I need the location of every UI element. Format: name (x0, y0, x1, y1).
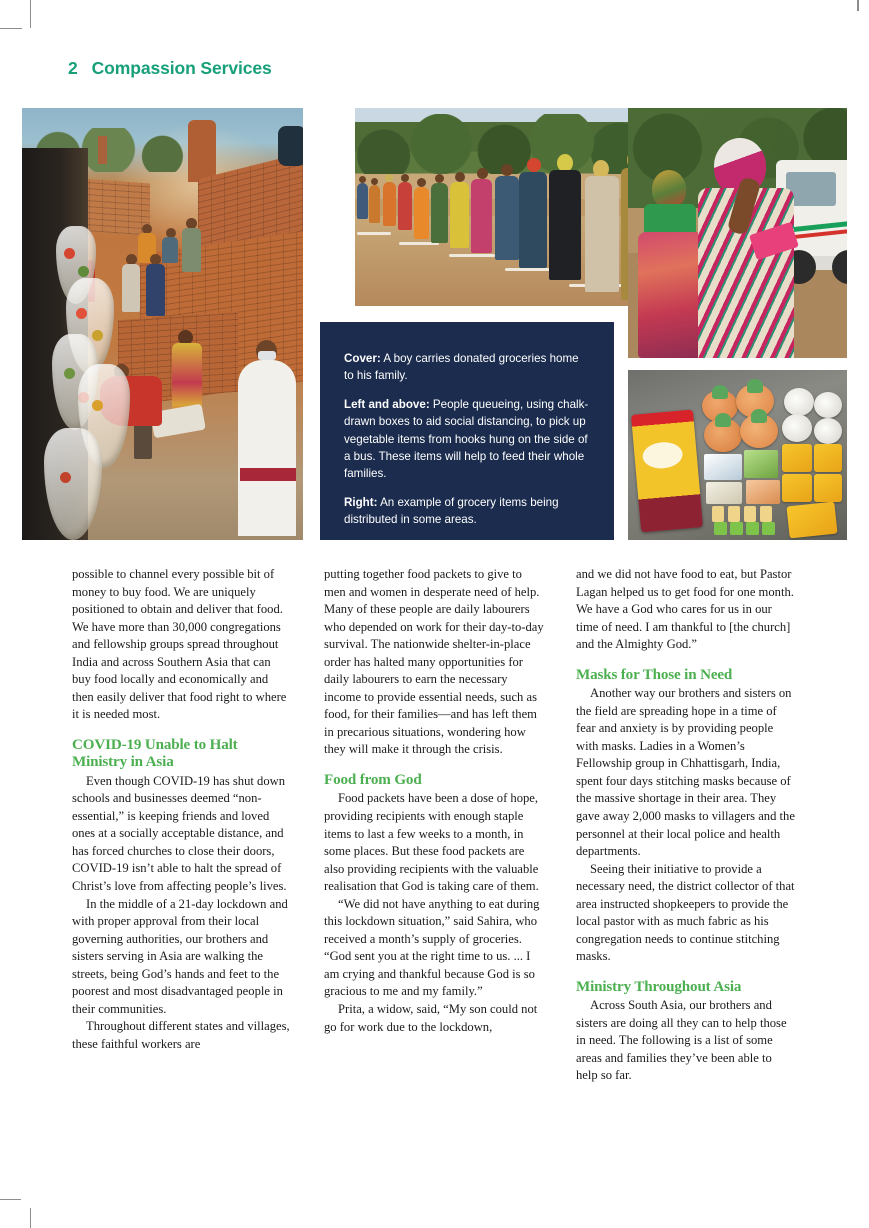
caption-paragraph (344, 494, 590, 529)
body-paragraph: In the middle of a 21-day lockdown and with proper approval from their local governing authorities, our brothers and sisters serving in Asia are walking the streets, being God’s hands and feet to the poorest and most disadvantaged people in their communities. (72, 896, 288, 1016)
photo-groceries (628, 370, 847, 540)
body-paragraph: putting together food packets to give to men and women in desperate need of help. Many of these people are daily labourers who depended on work for their day-to-day survival. The nationwide shelter-in-place order has halted many opportunities for daily labourers to earn the necessary income to provide essential needs, such as food, for their families—and has left them in precarious situations, wondering how they will make it through the crisis. (324, 567, 544, 757)
photo-brick-kiln (22, 108, 303, 540)
photo-kiln-chimney (188, 120, 216, 182)
photo-small-item (712, 506, 724, 522)
photo-small-item (746, 522, 759, 535)
column-1 (72, 566, 292, 1085)
body-paragraph: Food packets have been a dose of hope, providing recipients with enough staple items to last a few weeks to a month, in some places. But these food packets are also providing recipients with the valuable realisation that God is taking care of them. (324, 791, 539, 894)
caption-label: Right: (344, 495, 378, 509)
photo-bundle-white (784, 388, 814, 416)
photo-bundle (740, 414, 778, 448)
page-number: 2 (68, 58, 78, 78)
crop-mark-top-right-vertical (857, 0, 859, 11)
crop-mark-top-left-vertical (30, 0, 31, 28)
photo-bundle (704, 418, 742, 452)
photo-queue (355, 108, 642, 306)
article-body (72, 566, 797, 1085)
photo-sachet (704, 454, 742, 480)
photo-kiln-chimney-small (98, 136, 107, 164)
section-subheading: COVID-19 Unable to Halt Ministry in Asia (72, 736, 238, 771)
body-paragraph: and we did not have food to eat, but Pastor Lagan helped us to get food for one month. We have a God who cares for us in our time of need. I am thankful to [the church] and the Almighty God.” (576, 567, 794, 652)
photo-women-with-van (628, 108, 847, 358)
caption-paragraph (344, 396, 590, 483)
photo-oil-packet (786, 502, 837, 539)
photo-bundle-white (782, 414, 812, 442)
photo-sachet (706, 482, 742, 504)
body-paragraph: Across South Asia, our brothers and sisters are doing all they can to help those in need. The following is a list of some areas and families they’ve been able to help so far. (576, 998, 787, 1083)
photo-caption-box (320, 322, 614, 540)
photo-small-item (760, 506, 772, 522)
photo-sachet (744, 450, 778, 478)
section-subheading: Food from God (324, 772, 422, 789)
body-paragraph: Throughout different states and villages, these faithful workers are (72, 1019, 290, 1051)
photo-bundle-white (814, 418, 842, 444)
caption-paragraph (344, 350, 590, 385)
caption-label: Cover: (344, 352, 381, 365)
photo-oil-packet (782, 444, 812, 472)
caption-label: Left and above: (344, 397, 430, 411)
caption-text: An example of grocery items being distributed in some areas. (344, 495, 559, 527)
body-paragraph: Prita, a widow, said, “My son could not go for work due to the lockdown, (324, 1001, 538, 1034)
crop-mark-bottom-left-horizontal (0, 1199, 21, 1200)
photo-small-item (762, 522, 775, 535)
column-2 (324, 566, 544, 1085)
photo-bundle-white (814, 392, 842, 418)
photo-oil-packet (814, 444, 842, 472)
photo-rice-sack (631, 410, 703, 533)
body-paragraph: Another way our brothers and sisters on the field are spreading hope in a time of fear and anxiety is by providing people with masks. Ladies in a Women’s Fellowship group in Chhattisgarh, India, spent four days stitching masks because of the massive shortage in their area. They gave away 2,000 masks to villagers and the personnel at their local police and health departments. (576, 686, 795, 859)
page-section-title: Compassion Services (91, 58, 272, 78)
photo-oil-packet (782, 474, 812, 502)
photo-person (278, 126, 303, 166)
photo-oil-packet (814, 474, 842, 502)
body-paragraph: possible to channel every possible bit of money to buy food. We are uniquely positioned to obtain and deliver that food. We have more than 30,000 congregations and fellowship groups spread throughout India and across Southern Asia that can buy food locally and economically and then easily deliver that food right to where it is needed most. (72, 567, 287, 722)
photo-small-item (744, 506, 756, 522)
photo-small-item (728, 506, 740, 522)
photo-chalk-line (449, 254, 495, 257)
section-subheading: Ministry Throughout Asia (576, 978, 742, 995)
photo-sachet (746, 480, 780, 504)
crop-mark-top-left-horizontal (0, 28, 22, 29)
section-subheading: Masks for Those in Need (576, 666, 733, 683)
caption-text: A boy carries donated groceries home to his family. (344, 352, 579, 383)
column-3 (576, 566, 796, 1085)
page-header (68, 58, 272, 79)
body-paragraph: Seeing their initiative to provide a necessary need, the district collector of that area instructed shopkeepers to provide the local pastor with as much fabric as his congregation needs to continue stitching masks. (576, 861, 795, 964)
photo-small-item (730, 522, 743, 535)
body-paragraph: Even though COVID-19 has shut down schools and businesses deemed “non-essential,” is keeping friends and loved ones at a socially acceptable distance, and has forced churches to close their doors, COVID-19 isn’t able to halt the spread of Christ’s love from affecting people’s lives. (72, 773, 287, 894)
crop-mark-bottom-left-vertical (30, 1208, 31, 1228)
caption-text: People queueing, using chalk-drawn boxes to aid social distancing, to pick up vegetable items from hooks hung on the side of a bus. These items will help to feed their whole families. (344, 397, 589, 481)
body-paragraph: “We did not have anything to eat during this lockdown situation,” said Sahira, who received a month’s supply of groceries. “God sent you at the right time to us. ... I am crying and thankful because God is so gracious to me and my family.” (324, 896, 540, 999)
photo-small-item (714, 522, 727, 535)
photo-chalk-line (357, 232, 391, 235)
